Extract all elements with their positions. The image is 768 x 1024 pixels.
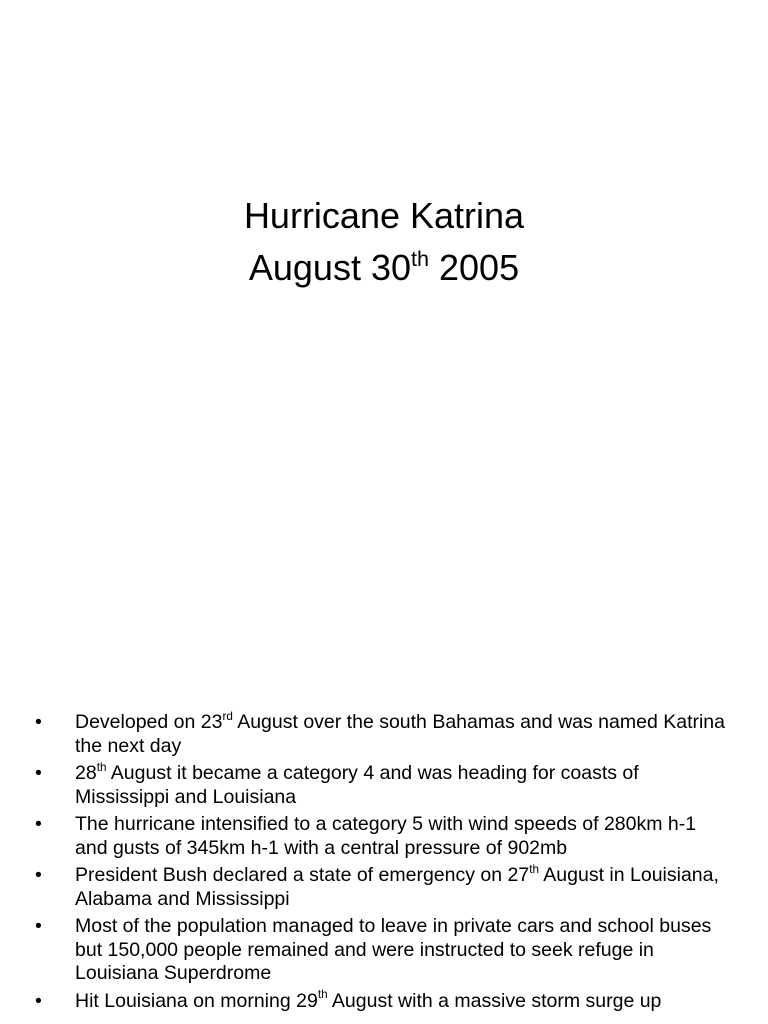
bullet-dot-icon: •: [35, 762, 42, 784]
bullet-ordinal: rd: [222, 709, 233, 723]
bullet-ordinal: th: [529, 862, 539, 876]
bullet-text: August in Louisiana, Alabama and Mississippi: [75, 864, 719, 910]
bullet-text: 28: [75, 762, 97, 784]
bullet-text: Hit Louisiana on morning 29: [75, 989, 318, 1012]
bullet-dot-icon: •: [35, 989, 42, 1012]
bullet-text: The hurricane intensified to a category 5 with wind speeds of 280km h-1 and gusts of 345km h-1 with a central pressure of 902mb: [75, 813, 697, 859]
slide-title: [0, 190, 768, 294]
bullet-text: August over the south Bahamas and was named Katrina the next day: [75, 711, 725, 757]
title-date-ordinal: th: [411, 245, 430, 271]
title-date-text: August 30: [248, 247, 411, 288]
bullet-item-category-5: [0, 813, 768, 860]
bullet-item-state-of-emergency: [0, 864, 768, 911]
title-line-1: Hurricane Katrina: [243, 195, 525, 236]
bullet-dot-icon: •: [35, 915, 42, 937]
bullet-text: Most of the population managed to leave in private cars and school buses but 150,000 people remained and were instructed to seek refuge in Louisiana Superdrome: [75, 915, 712, 984]
bullet-item-landfall: [0, 990, 768, 1014]
bullet-dot-icon: •: [35, 864, 42, 886]
bullet-text: President Bush declared a state of emergency on 27: [75, 864, 530, 886]
bullet-ordinal: th: [96, 760, 107, 774]
bullet-item-category-4: [0, 762, 768, 809]
bullet-dot-icon: •: [35, 711, 42, 733]
bullet-text: Developed on 23: [75, 711, 223, 733]
title-year-text: 2005: [429, 247, 520, 288]
bullet-ordinal: th: [317, 988, 328, 1002]
bullet-item-evacuation: [0, 915, 768, 986]
bullet-dot-icon: •: [35, 813, 42, 835]
bullet-item-developed: [0, 711, 768, 758]
title-line-2: [0, 242, 768, 294]
bullet-text: August with a massive storm surge up: [327, 989, 662, 1012]
bullet-text: August it became a category 4 and was heading for coasts of Mississippi and Louisiana: [75, 762, 639, 808]
bullet-list: [0, 711, 768, 1017]
